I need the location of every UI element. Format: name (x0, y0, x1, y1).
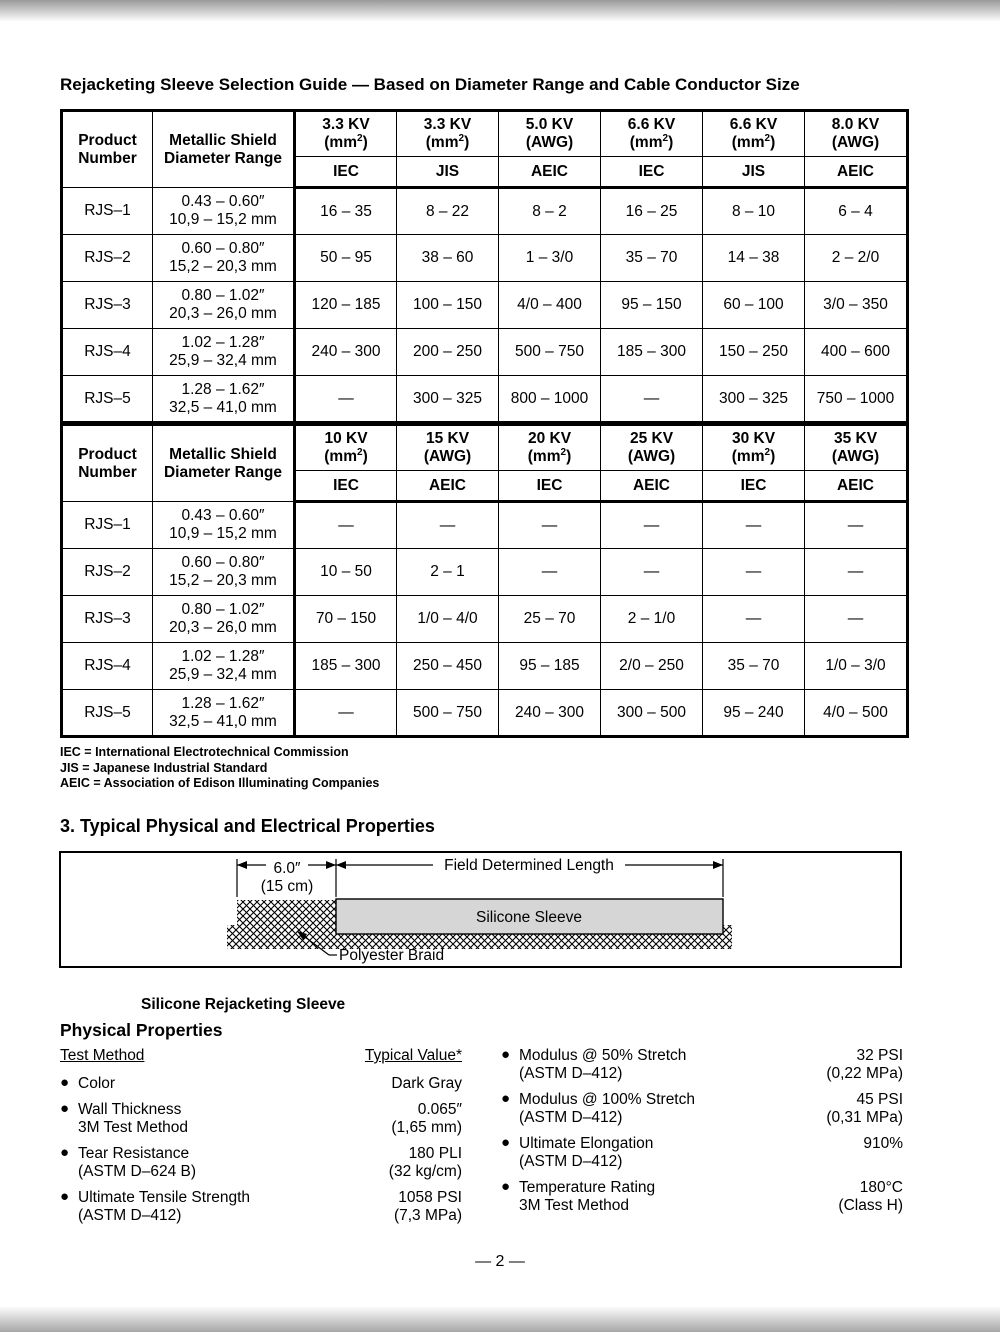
property-name: Ultimate Elongation (ASTM D–412) (519, 1135, 654, 1170)
voltage-unit (601, 134, 702, 152)
product-number: RJS–2 (62, 549, 153, 596)
header-voltage (703, 111, 805, 157)
diameter-range (153, 235, 295, 282)
voltage-label: 10 KV (324, 430, 368, 447)
diameter-inches: 0.43 – 0.60″ (181, 193, 265, 210)
property-name: Modulus @ 100% Stretch (ASTM D–412) (519, 1091, 695, 1126)
conductor-size: 185 – 300 (601, 329, 703, 376)
conductor-size: 1/0 – 3/0 (805, 643, 908, 690)
unit-close: ) (464, 134, 470, 151)
voltage-unit (805, 134, 906, 152)
property-name: Ultimate Tensile Strength (ASTM D–412) (78, 1189, 251, 1224)
product-number: RJS–2 (62, 235, 153, 282)
voltage-unit (805, 448, 906, 466)
unit-close: ) (566, 448, 572, 465)
unit-superscript: 2 (357, 446, 363, 458)
conductor-size: — (295, 690, 397, 737)
diameter-range (153, 690, 295, 737)
typical-value-header: Typical Value* (364, 1047, 462, 1064)
abbreviation-notes (60, 745, 379, 792)
unit-text: (AWG) (525, 134, 574, 151)
standard-label: AEIC (397, 471, 499, 502)
conductor-size: 10 – 50 (295, 549, 397, 596)
conductor-size: 60 – 100 (703, 282, 805, 329)
property-value: 45 PSI (0,31 MPa) (826, 1091, 903, 1126)
table-row (62, 376, 908, 423)
conductor-size: 185 – 300 (295, 643, 397, 690)
unit-text: (AWG) (423, 448, 472, 465)
conductor-size: 3/0 – 350 (805, 282, 908, 329)
sleeve-caption: Silicone Rejacketing Sleeve (141, 996, 346, 1013)
standard-label: IEC (601, 157, 703, 188)
product-number: RJS–3 (62, 596, 153, 643)
diameter-mm: 25,9 – 32,4 mm (169, 666, 277, 683)
conductor-size: 2 – 2/0 (805, 235, 908, 282)
header-voltage (499, 425, 601, 471)
conductor-size: 240 – 300 (499, 690, 601, 737)
note-jis: JIS = Japanese Industrial Standard (60, 760, 268, 775)
page-number: — 2 — (475, 1253, 525, 1270)
unit-superscript: 2 (662, 132, 669, 144)
unit-text: (mm (731, 134, 765, 151)
unit-text: (mm (527, 448, 561, 465)
header-product-number (62, 425, 153, 502)
header-shield-line: Diameter Range (163, 463, 282, 481)
conductor-size: — (499, 502, 601, 549)
properties-right-column (501, 1047, 903, 1237)
header-product-line: Product (78, 445, 137, 463)
standard-label: IEC (295, 471, 397, 502)
voltage-unit (703, 448, 804, 466)
conductor-size: 150 – 250 (703, 329, 805, 376)
header-voltage (805, 111, 908, 157)
note-aeic: AEIC = Association of Edison Illuminating Companies (60, 776, 380, 790)
conductor-size: — (601, 502, 703, 549)
section-heading: 3. Typical Physical and Electrical Properties (60, 816, 435, 836)
standard-label: IEC (499, 471, 601, 502)
voltage-unit (397, 134, 498, 152)
header-voltage (601, 425, 703, 471)
conductor-size: 50 – 95 (295, 235, 397, 282)
property-name: Modulus @ 50% Stretch (ASTM D–412) (519, 1047, 687, 1082)
unit-close: ) (362, 448, 368, 465)
voltage-unit (703, 134, 804, 152)
conductor-size: 35 – 70 (601, 235, 703, 282)
unit-close: ) (770, 134, 776, 151)
voltage-label: 15 KV (425, 430, 470, 447)
unit-close: ) (362, 134, 368, 151)
header-shield-line: Diameter Range (163, 149, 282, 167)
voltage-label: 8.0 KV (831, 116, 880, 133)
diameter-mm: 25,9 – 32,4 mm (169, 352, 277, 369)
unit-superscript: 2 (764, 446, 771, 458)
diameter-range (153, 329, 295, 376)
unit-superscript: 2 (764, 132, 771, 144)
diameter-range (153, 376, 295, 423)
unit-text: (mm (629, 134, 663, 151)
header-shield-line: Metallic Shield (169, 131, 277, 149)
bullet-icon: ● (60, 1188, 70, 1205)
property-value: 0.065″ (1,65 mm) (391, 1101, 462, 1136)
product-number: RJS–1 (62, 502, 153, 549)
header-shield-line: Metallic Shield (169, 445, 277, 463)
table-row (62, 329, 908, 376)
product-number: RJS–4 (62, 643, 153, 690)
conductor-size: 6 – 4 (805, 188, 908, 235)
header-voltage (499, 111, 601, 157)
standard-label: AEIC (805, 471, 908, 502)
conductor-size: 35 – 70 (703, 643, 805, 690)
dim1-metric-label: (15 cm) (260, 878, 314, 895)
table-row (62, 643, 908, 690)
header-voltage (295, 425, 397, 471)
unit-close: ) (668, 134, 674, 151)
conductor-size: — (499, 549, 601, 596)
dim2-arrow-left (336, 861, 346, 869)
header-product-line: Number (78, 463, 137, 481)
dim1-arrow-right (326, 861, 336, 869)
conductor-size: 4/0 – 400 (499, 282, 601, 329)
standard-label: AEIC (601, 471, 703, 502)
table-row (62, 690, 908, 737)
voltage-label: 3.3 KV (322, 116, 370, 133)
diameter-inches: 1.02 – 1.28″ (181, 648, 265, 665)
diameter-inches: 0.60 – 0.80″ (181, 554, 265, 571)
product-number: RJS–5 (62, 690, 153, 737)
conductor-size: — (295, 502, 397, 549)
voltage-label: 6.6 KV (729, 116, 778, 133)
unit-text: (mm (731, 448, 765, 465)
unit-text: (mm (425, 134, 459, 151)
voltage-unit (397, 448, 498, 466)
product-number: RJS–4 (62, 329, 153, 376)
dim2-label: Field Determined Length (444, 857, 614, 874)
diameter-inches: 0.80 – 1.02″ (181, 287, 265, 304)
unit-text: (AWG) (627, 448, 676, 465)
diameter-inches: 1.02 – 1.28″ (181, 334, 265, 351)
conductor-size: 100 – 150 (397, 282, 499, 329)
property-name: Temperature Rating 3M Test Method (519, 1179, 656, 1214)
product-number: RJS–3 (62, 282, 153, 329)
bullet-icon: ● (501, 1178, 511, 1195)
conductor-size: — (397, 502, 499, 549)
conductor-size: 750 – 1000 (805, 376, 908, 423)
unit-superscript: 2 (458, 132, 465, 144)
diameter-mm: 32,5 – 41,0 mm (169, 398, 277, 416)
header-row (62, 111, 908, 157)
diameter-inches: 0.43 – 0.60″ (181, 507, 265, 524)
conductor-size: 2 – 1 (397, 549, 499, 596)
table-row (62, 188, 908, 235)
conductor-size: 1 – 3/0 (499, 235, 601, 282)
conductor-size: 240 – 300 (295, 329, 397, 376)
conductor-size: 250 – 450 (397, 643, 499, 690)
voltage-unit (296, 448, 396, 466)
voltage-unit (499, 134, 600, 152)
conductor-size: — (805, 549, 908, 596)
header-product-number (62, 111, 153, 188)
property-value: 910% (863, 1135, 903, 1152)
unit-close: ) (770, 448, 776, 465)
unit-superscript: 2 (560, 446, 567, 458)
property-value: 180 PLI (32 kg/cm) (388, 1145, 462, 1180)
sleeve-label: Silicone Sleeve (476, 909, 582, 926)
header-voltage (805, 425, 908, 471)
bullet-icon: ● (501, 1046, 511, 1063)
voltage-unit (499, 448, 600, 466)
diameter-range (153, 282, 295, 329)
property-value: 1058 PSI (7,3 MPa) (393, 1189, 462, 1224)
diameter-mm: 32,5 – 41,0 mm (169, 712, 277, 730)
page-top-shadow (0, 0, 1000, 22)
unit-text: (mm (324, 134, 357, 151)
selection-table-high-voltage (60, 423, 909, 738)
unit-text: (AWG) (831, 448, 880, 465)
bullet-icon: ● (60, 1100, 70, 1117)
product-number: RJS–5 (62, 376, 153, 423)
conductor-size: 300 – 325 (397, 376, 499, 423)
conductor-size: — (601, 549, 703, 596)
diameter-mm: 15,2 – 20,3 mm (169, 258, 277, 275)
dim2-arrow-right (713, 861, 723, 869)
diameter-range (153, 643, 295, 690)
braid-label: Polyester Braid (339, 947, 445, 964)
header-product-line: Product (78, 131, 137, 149)
conductor-size: — (805, 596, 908, 643)
voltage-unit (296, 134, 396, 152)
standard-label: AEIC (499, 157, 601, 188)
bullet-icon: ● (501, 1090, 511, 1107)
header-voltage (397, 425, 499, 471)
conductor-size: 8 – 10 (703, 188, 805, 235)
bullet-icon: ● (60, 1074, 70, 1091)
standard-label: AEIC (805, 157, 908, 188)
diameter-range (153, 596, 295, 643)
unit-superscript: 2 (357, 132, 363, 144)
header-product-line: Number (78, 149, 137, 167)
header-voltage (397, 111, 499, 157)
diameter-mm: 20,3 – 26,0 mm (169, 305, 277, 322)
header-row (62, 425, 908, 471)
conductor-size: 95 – 185 (499, 643, 601, 690)
note-iec: IEC = International Electrotechnical Commission (60, 745, 349, 759)
properties-left-column (60, 1047, 462, 1237)
sleeve-diagram-svg (61, 853, 900, 966)
unit-text: (AWG) (831, 134, 880, 151)
conductor-size: 2 – 1/0 (601, 596, 703, 643)
voltage-label: 30 KV (731, 430, 776, 447)
conductor-size: 25 – 70 (499, 596, 601, 643)
header-voltage (703, 425, 805, 471)
dim1-arrow-left (237, 861, 247, 869)
page-title: Rejacketing Sleeve Selection Guide — Based on Diameter Range and Cable Conductor Size (60, 75, 800, 94)
conductor-size: 70 – 150 (295, 596, 397, 643)
conductor-size: — (703, 549, 805, 596)
table-row (62, 282, 908, 329)
header-shield-range (153, 425, 295, 502)
conductor-size: 800 – 1000 (499, 376, 601, 423)
conductor-size: 95 – 150 (601, 282, 703, 329)
bullet-icon: ● (60, 1144, 70, 1161)
conductor-size: — (703, 596, 805, 643)
diameter-inches: 0.60 – 0.80″ (181, 240, 265, 257)
standard-label: IEC (703, 471, 805, 502)
product-number: RJS–1 (62, 188, 153, 235)
diameter-mm: 15,2 – 20,3 mm (169, 572, 277, 589)
conductor-size: 2/0 – 250 (601, 643, 703, 690)
page-bottom-shadow (0, 1306, 1000, 1332)
standard-label: IEC (295, 157, 397, 188)
voltage-label: 5.0 KV (525, 116, 574, 133)
standard-label: JIS (703, 157, 805, 188)
diameter-range (153, 502, 295, 549)
diameter-inches: 0.80 – 1.02″ (181, 601, 265, 618)
conductor-size: 16 – 25 (601, 188, 703, 235)
conductor-size: 8 – 2 (499, 188, 601, 235)
conductor-size: 200 – 250 (397, 329, 499, 376)
standard-label: JIS (397, 157, 499, 188)
conductor-size: 500 – 750 (499, 329, 601, 376)
physical-properties-title: Physical Properties (60, 1020, 223, 1040)
diameter-mm: 20,3 – 26,0 mm (169, 619, 277, 636)
table-row (62, 502, 908, 549)
property-value: 180°C (Class H) (838, 1179, 903, 1214)
header-voltage (601, 111, 703, 157)
conductor-size: 4/0 – 500 (805, 690, 908, 737)
voltage-label: 3.3 KV (423, 116, 472, 133)
conductor-size: — (601, 376, 703, 423)
diameter-mm: 10,9 – 15,2 mm (169, 211, 277, 228)
conductor-size: — (295, 376, 397, 423)
dim1-label: 6.0″ (273, 860, 301, 877)
table-row (62, 549, 908, 596)
sleeve-diagram (59, 851, 902, 968)
conductor-size: 300 – 500 (601, 690, 703, 737)
selection-table-low-voltage (60, 109, 909, 424)
property-name: Color (78, 1075, 116, 1092)
diameter-inches: 1.28 – 1.62″ (181, 694, 265, 712)
header-voltage (295, 111, 397, 157)
conductor-size: 1/0 – 4/0 (397, 596, 499, 643)
conductor-size: 120 – 185 (295, 282, 397, 329)
voltage-label: 6.6 KV (627, 116, 676, 133)
voltage-label: 25 KV (629, 430, 674, 447)
diameter-inches: 1.28 – 1.62″ (181, 380, 265, 398)
conductor-size: 38 – 60 (397, 235, 499, 282)
header-shield-range (153, 111, 295, 188)
property-value: 32 PSI (0,22 MPa) (826, 1047, 903, 1082)
diameter-mm: 10,9 – 15,2 mm (169, 525, 277, 542)
table-row (62, 596, 908, 643)
property-value: Dark Gray (391, 1075, 462, 1092)
conductor-size: 14 – 38 (703, 235, 805, 282)
property-name: Tear Resistance (ASTM D–624 B) (78, 1145, 197, 1180)
conductor-size: — (805, 502, 908, 549)
unit-text: (mm (324, 448, 357, 465)
table-row (62, 235, 908, 282)
conductor-size: 500 – 750 (397, 690, 499, 737)
conductor-size: 400 – 600 (805, 329, 908, 376)
test-method-header: Test Method (60, 1047, 145, 1064)
voltage-label: 35 KV (833, 430, 878, 447)
conductor-size: 8 – 22 (397, 188, 499, 235)
conductor-size: 16 – 35 (295, 188, 397, 235)
property-name: Wall Thickness 3M Test Method (78, 1101, 188, 1136)
voltage-unit (601, 448, 702, 466)
conductor-size: 95 – 240 (703, 690, 805, 737)
diameter-range (153, 549, 295, 596)
conductor-size: 300 – 325 (703, 376, 805, 423)
diameter-range (153, 188, 295, 235)
bullet-icon: ● (501, 1134, 511, 1151)
voltage-label: 20 KV (527, 430, 572, 447)
conductor-size: — (703, 502, 805, 549)
